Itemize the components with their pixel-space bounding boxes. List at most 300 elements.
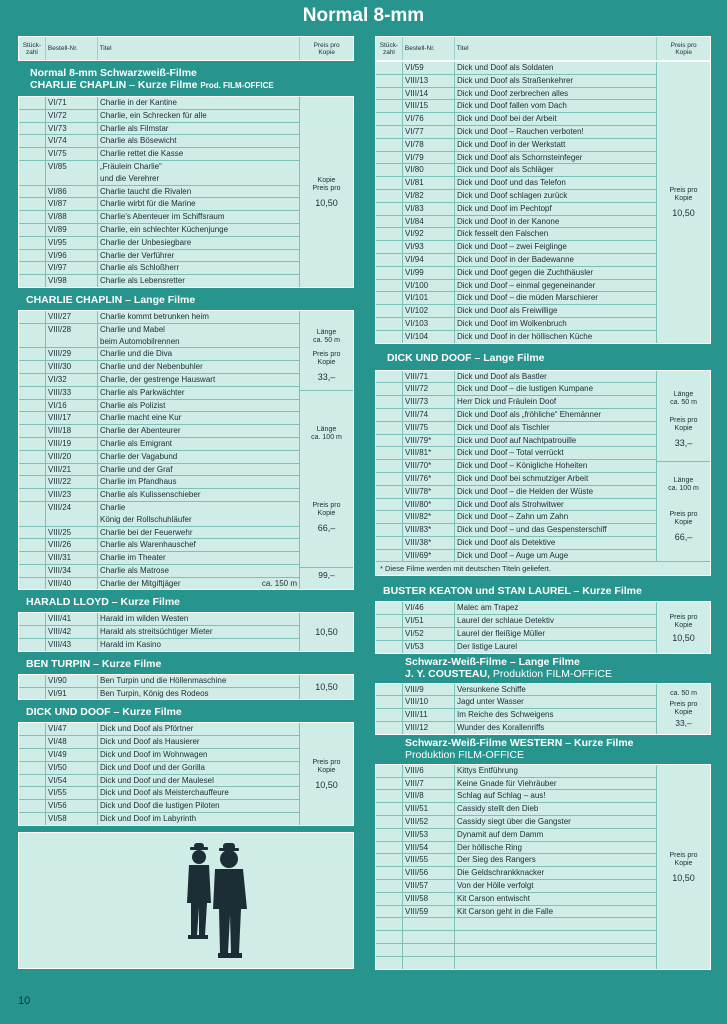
qty-cell[interactable]	[19, 787, 46, 799]
qty-cell[interactable]	[19, 438, 46, 450]
qty-cell[interactable]	[376, 254, 403, 266]
table-row	[19, 639, 300, 651]
order-number: VIII/27	[46, 311, 98, 323]
qty-cell[interactable]	[376, 829, 403, 841]
order-number: VIII/25	[46, 527, 98, 539]
qty-cell[interactable]	[376, 906, 403, 918]
order-number: VI/89	[46, 224, 98, 236]
film-title: Charlie als Filmstar	[98, 123, 300, 135]
qty-cell[interactable]	[19, 489, 46, 501]
header-qty: Stück- zahl	[19, 37, 46, 60]
order-number: VIII/23	[46, 489, 98, 501]
table-row	[19, 675, 300, 688]
qty-cell[interactable]	[376, 684, 403, 696]
order-number: VIII/24	[46, 502, 98, 526]
qty-cell[interactable]	[376, 371, 403, 383]
qty-cell[interactable]	[376, 422, 403, 434]
table-row	[376, 88, 657, 101]
qty-cell[interactable]	[19, 374, 46, 386]
order-number: VI/87	[46, 198, 98, 210]
qty-cell[interactable]	[376, 164, 403, 176]
table-row	[19, 324, 300, 349]
qty-cell[interactable]	[376, 280, 403, 292]
qty-cell[interactable]	[19, 639, 46, 651]
qty-cell[interactable]	[19, 552, 46, 564]
qty-cell[interactable]	[19, 464, 46, 476]
qty-cell[interactable]	[19, 800, 46, 812]
table-row	[376, 486, 657, 499]
price-value: 10,50	[672, 632, 695, 643]
table-row	[19, 135, 300, 148]
film-title: Harald als streitsüchtiger Mieter	[98, 626, 300, 638]
qty-cell[interactable]	[376, 383, 403, 395]
qty-cell[interactable]	[19, 502, 46, 526]
illustration-panel	[18, 832, 354, 969]
table-row	[19, 787, 300, 800]
table-row	[19, 224, 300, 237]
film-title: Charlie der Unbesiegbare	[98, 237, 300, 249]
qty-cell[interactable]	[19, 762, 46, 774]
order-number: VIII/71	[403, 371, 455, 383]
qty-cell[interactable]	[376, 524, 403, 536]
table-row	[376, 829, 657, 842]
section-heading-dick-long: DICK UND DOOF – Lange Filme	[387, 351, 545, 364]
film-title: Dick und Doof – die müden Marschierer	[455, 292, 657, 304]
film-title: Charlie und die Diva	[98, 348, 300, 360]
order-number: VIII/76*	[403, 473, 455, 485]
qty-cell[interactable]	[376, 803, 403, 815]
qty-cell[interactable]	[19, 186, 46, 198]
qty-cell[interactable]	[19, 749, 46, 761]
order-number: VI/90	[46, 675, 98, 687]
qty-cell[interactable]	[376, 893, 403, 905]
heading-line-1: Schwarz-Weiß-Filme – Lange Filme	[405, 655, 580, 668]
qty-cell[interactable]	[19, 451, 46, 463]
table-row	[19, 552, 300, 565]
qty-cell[interactable]	[19, 476, 46, 488]
table-header	[18, 36, 354, 61]
table-row	[376, 126, 657, 139]
film-title: Dick und Doof schlagen zurück	[455, 190, 657, 202]
qty-cell[interactable]	[376, 628, 403, 640]
qty-cell[interactable]	[19, 110, 46, 122]
order-number: VI/50	[46, 762, 98, 774]
qty-cell[interactable]	[376, 602, 403, 614]
table-row	[19, 626, 300, 639]
table-cousteau	[375, 683, 711, 735]
order-number: VI/80	[403, 164, 455, 176]
film-title: Dick und Doof und der Maulesel	[98, 775, 300, 787]
table-row	[19, 688, 300, 700]
order-number: VIII/57	[403, 880, 455, 892]
price-cell	[657, 684, 710, 734]
section-heading-lloyd: HARALD LLOYD – Kurze Filme	[26, 596, 181, 609]
section-heading-keaton: BUSTER KEATON und STAN LAUREL – Kurze Filme	[383, 585, 642, 598]
qty-cell[interactable]	[19, 688, 46, 700]
film-title: Laurel der schlaue Detektiv	[455, 615, 657, 627]
qty-cell[interactable]	[376, 816, 403, 828]
order-number: VIII/10	[403, 696, 455, 708]
qty-cell[interactable]	[19, 97, 46, 109]
qty-cell[interactable]	[376, 696, 403, 708]
order-number: VI/101	[403, 292, 455, 304]
film-title: Dick und Doof im Labyrinth	[98, 813, 300, 825]
heading-line-2: CHARLIE CHAPLIN – Kurze Filme	[30, 79, 198, 91]
qty-cell[interactable]	[376, 190, 403, 202]
order-number: VIII/7	[403, 778, 455, 790]
qty-cell[interactable]	[376, 537, 403, 549]
qty-cell[interactable]	[19, 123, 46, 135]
qty-cell[interactable]	[376, 486, 403, 498]
order-number: VIII/42	[46, 626, 98, 638]
qty-cell[interactable]	[19, 387, 46, 399]
table-row	[19, 123, 300, 136]
qty-cell[interactable]	[376, 152, 403, 164]
production-label: Prod. FILM-OFFICE	[200, 81, 274, 90]
film-title: Ben Turpin und die Höllenmaschine	[98, 675, 300, 687]
price-value: 10,50	[315, 627, 338, 638]
film-title: Charlie kommt betrunken heim	[98, 311, 300, 323]
order-number: VIII/51	[403, 803, 455, 815]
qty-cell[interactable]	[376, 100, 403, 112]
table-row	[19, 262, 300, 275]
film-title: Kit Carson entwischt	[455, 893, 657, 905]
table-row	[376, 292, 657, 305]
order-number: VI/92	[403, 228, 455, 240]
qty-cell[interactable]	[19, 412, 46, 424]
table-row	[376, 790, 657, 803]
qty-cell[interactable]	[376, 615, 403, 627]
qty-cell[interactable]	[376, 447, 403, 459]
order-number: VI/49	[46, 749, 98, 761]
price-cell	[300, 97, 353, 287]
qty-cell[interactable]	[376, 318, 403, 330]
qty-cell[interactable]	[376, 396, 403, 408]
table-row	[376, 190, 657, 203]
order-number: VIII/53	[403, 829, 455, 841]
film-title: Dick und Doof – und das Gespensterschiff	[455, 524, 657, 536]
qty-cell[interactable]	[19, 613, 46, 625]
order-number: VI/81	[403, 177, 455, 189]
price-label: Preis pro Kopie	[312, 759, 341, 775]
film-title: „Fräulein Charlie“ und die Verehrer	[98, 161, 300, 185]
qty-cell[interactable]	[376, 177, 403, 189]
qty-cell[interactable]	[19, 361, 46, 373]
order-number: VI/97	[46, 262, 98, 274]
qty-cell[interactable]	[19, 775, 46, 787]
qty-cell[interactable]	[376, 790, 403, 802]
table-row	[19, 613, 300, 626]
table-row	[376, 75, 657, 88]
qty-cell[interactable]	[376, 722, 403, 734]
film-title: Dick und Doof als „fröhliche“ Ehemänner	[455, 409, 657, 421]
qty-cell[interactable]	[376, 435, 403, 447]
order-number: VI/83	[403, 203, 455, 215]
qty-cell[interactable]	[376, 241, 403, 253]
table-row	[376, 267, 657, 280]
table-row	[19, 723, 300, 736]
price-label: Preis pro Kopie	[669, 416, 698, 432]
film-title: Charlie als Schloßherr	[98, 262, 300, 274]
order-number: VIII/26	[46, 539, 98, 551]
order-number: VI/71	[46, 97, 98, 109]
order-number: VI/74	[46, 135, 98, 147]
price-group-50m	[300, 319, 353, 391]
table-row	[376, 396, 657, 409]
film-title: Charlie taucht die Rivalen	[98, 186, 300, 198]
table-row	[376, 371, 657, 384]
film-title: Dick und Doof – Total verrückt	[455, 447, 657, 459]
table-row	[19, 489, 300, 502]
film-title: Dick und Doof in der höllischen Küche	[455, 331, 657, 343]
qty-cell[interactable]	[376, 709, 403, 721]
order-number: VIII/83*	[403, 524, 455, 536]
order-number: VI/77	[403, 126, 455, 138]
order-number: VI/32	[46, 374, 98, 386]
qty-cell[interactable]	[19, 275, 46, 287]
table-row	[376, 113, 657, 126]
film-title: Kit Carson geht in die Falle	[455, 906, 657, 918]
qty-cell[interactable]	[19, 135, 46, 147]
order-number: VI/73	[46, 123, 98, 135]
qty-cell[interactable]	[376, 460, 403, 472]
table-row	[376, 409, 657, 422]
qty-cell[interactable]	[376, 203, 403, 215]
order-number: VI/88	[46, 211, 98, 223]
film-title: Die Geldschrankknacker	[455, 867, 657, 879]
qty-cell[interactable]	[376, 228, 403, 240]
film-title: Jagd unter Wasser	[455, 696, 657, 708]
price-cell	[657, 602, 710, 652]
table-row	[19, 237, 300, 250]
qty-cell[interactable]	[19, 675, 46, 687]
heading-line-2: J. Y. COUSTEAU,	[405, 667, 490, 680]
qty-cell[interactable]	[376, 867, 403, 879]
table-chaplin-short	[18, 96, 354, 288]
film-title: Dick und Doof als Meisterchauffeure	[98, 787, 300, 799]
film-title: Charlie in der Kantine	[98, 97, 300, 109]
table-row	[376, 152, 657, 165]
length-label: Länge ca. 100 m	[311, 426, 342, 442]
qty-cell[interactable]	[19, 211, 46, 223]
qty-cell[interactable]	[376, 778, 403, 790]
section-heading-cousteau	[375, 654, 711, 683]
table-row	[376, 460, 657, 473]
qty-cell[interactable]	[19, 250, 46, 262]
header-order: Bestell-Nr.	[403, 37, 455, 60]
qty-cell[interactable]	[376, 409, 403, 421]
film-title: Charlie und Mabel beim Automobilrennen	[98, 324, 300, 348]
film-title: Charlie im Theater	[98, 552, 300, 564]
section-heading-chaplin-long: CHARLIE CHAPLIN – Lange Filme	[26, 293, 196, 306]
table-row	[376, 100, 657, 113]
price-label: Preis pro Kopie	[669, 613, 698, 629]
film-title: Dick und Doof im Pechtopf	[455, 203, 657, 215]
qty-cell[interactable]	[19, 626, 46, 638]
table-row	[376, 254, 657, 267]
table-row	[19, 451, 300, 464]
film-title: Keine Gnade für Viehräuber	[455, 778, 657, 790]
order-number: VI/91	[46, 688, 98, 700]
order-number: VI/85	[46, 161, 98, 185]
qty-cell[interactable]	[19, 262, 46, 274]
qty-cell[interactable]	[376, 62, 403, 74]
order-number: VIII/54	[403, 842, 455, 854]
film-title: Dick und Doof in der Badewanne	[455, 254, 657, 266]
order-number: VIII/78*	[403, 486, 455, 498]
table-turpin	[18, 674, 354, 701]
film-title: Cassidy siegt über die Gangster	[455, 816, 657, 828]
table-row	[19, 412, 300, 425]
qty-cell[interactable]	[19, 148, 46, 160]
qty-cell[interactable]	[19, 324, 46, 348]
order-number: VIII/79*	[403, 435, 455, 447]
film-title: Dick und Doof und das Telefon	[455, 177, 657, 189]
header-qty: Stück- zahl	[376, 37, 403, 60]
qty-cell[interactable]	[376, 641, 403, 653]
order-number: VI/59	[403, 62, 455, 74]
qty-cell[interactable]	[19, 723, 46, 735]
qty-cell[interactable]	[376, 126, 403, 138]
table-row	[19, 198, 300, 211]
film-title: Dick und Doof auf Nachtpatrouille	[455, 435, 657, 447]
heading-line-2: Produktion FILM-OFFICE	[405, 748, 525, 761]
qty-cell[interactable]	[19, 198, 46, 210]
qty-cell[interactable]	[376, 499, 403, 511]
qty-cell[interactable]	[376, 88, 403, 100]
qty-cell[interactable]	[19, 813, 46, 825]
left-column	[18, 36, 354, 969]
film-title: Dick und Doof – die Helden der Wüste	[455, 486, 657, 498]
qty-cell[interactable]	[376, 880, 403, 892]
film-title: Cassidy stellt den Dieb	[455, 803, 657, 815]
table-row	[376, 511, 657, 524]
film-title-text: Charlie der Mitgiftjäger	[100, 578, 181, 588]
table-row	[376, 305, 657, 318]
price-cell	[657, 765, 710, 969]
film-title: Dick und Doof als Detektive	[455, 537, 657, 549]
qty-cell[interactable]	[376, 292, 403, 304]
qty-cell[interactable]	[19, 578, 46, 590]
heading-line-1: Normal 8-mm Schwarzweiß-Filme	[30, 67, 197, 79]
film-title: Kittys Entführung	[455, 765, 657, 777]
table-lloyd	[18, 612, 354, 651]
order-number: VI/98	[46, 275, 98, 287]
film-title: Charlie im Pfandhaus	[98, 476, 300, 488]
qty-cell[interactable]	[376, 550, 403, 562]
film-title: Im Reiche des Schweigens	[455, 709, 657, 721]
qty-cell[interactable]	[19, 425, 46, 437]
film-title: Dick und Doof als Tischler	[455, 422, 657, 434]
order-number: VIII/31	[46, 552, 98, 564]
qty-cell[interactable]	[19, 400, 46, 412]
qty-cell[interactable]	[376, 511, 403, 523]
price-group-50m	[657, 377, 710, 462]
table-dick-short-continued	[375, 61, 711, 344]
qty-cell[interactable]	[19, 161, 46, 185]
qty-cell[interactable]	[376, 216, 403, 228]
film-title: Charlie als Warenhauschef	[98, 539, 300, 551]
qty-cell[interactable]	[19, 237, 46, 249]
price-value: 33,–	[675, 718, 692, 729]
section-heading-western	[375, 735, 711, 764]
price-value: 66,–	[317, 523, 336, 534]
qty-cell[interactable]	[19, 539, 46, 551]
order-number: VIII/52	[403, 816, 455, 828]
table-row	[376, 696, 657, 709]
order-number: VIII/9	[403, 684, 455, 696]
table-row	[19, 775, 300, 788]
film-title: Dick und Doof die lustigen Piloten	[98, 800, 300, 812]
film-title: Von der Hölle verfolgt	[455, 880, 657, 892]
qty-cell[interactable]	[376, 842, 403, 854]
film-title: Malec am Trapez	[455, 602, 657, 614]
order-number: VIII/55	[403, 854, 455, 866]
qty-cell[interactable]	[376, 267, 403, 279]
qty-cell[interactable]	[376, 113, 403, 125]
qty-cell[interactable]	[376, 765, 403, 777]
film-title: Wunder des Korallenriffs	[455, 722, 657, 734]
order-number: VI/55	[46, 787, 98, 799]
qty-cell[interactable]	[376, 305, 403, 317]
qty-cell[interactable]	[376, 854, 403, 866]
film-title: Harald im wilden Westen	[98, 613, 300, 625]
film-title: Charlie der Vagabund	[98, 451, 300, 463]
table-row	[19, 97, 300, 110]
table-row	[376, 628, 657, 641]
film-title: Dick und Doof – Zahn um Zahn	[455, 511, 657, 523]
table-row	[19, 438, 300, 451]
film-title: Dick und Doof gegen die Zuchthäusler	[455, 267, 657, 279]
table-row	[376, 778, 657, 791]
film-title: Dick und Doof als Straßenkehrer	[455, 75, 657, 87]
order-number: VI/103	[403, 318, 455, 330]
right-column	[375, 36, 711, 970]
order-number: VIII/33	[46, 387, 98, 399]
qty-cell[interactable]	[19, 736, 46, 748]
qty-cell[interactable]	[19, 311, 46, 323]
film-title: Charlie als Bösewicht	[98, 135, 300, 147]
order-number: VI/82	[403, 190, 455, 202]
film-title: Dick und Doof als Pförtner	[98, 723, 300, 735]
qty-cell[interactable]	[376, 473, 403, 485]
length-label: Länge ca. 100 m	[668, 476, 699, 492]
film-title: Der Sieg des Rangers	[455, 854, 657, 866]
table-dick-long	[375, 370, 711, 577]
order-number: VIII/28	[46, 324, 98, 348]
qty-cell[interactable]	[376, 331, 403, 343]
film-title: Charlie's Abenteuer im Schiffsraum	[98, 211, 300, 223]
table-row	[376, 447, 657, 460]
table-row	[19, 250, 300, 263]
table-row	[19, 161, 300, 186]
table-keaton	[375, 601, 711, 653]
production-label: Produktion FILM-OFFICE	[492, 667, 612, 680]
order-number: VIII/81*	[403, 447, 455, 459]
qty-cell[interactable]	[19, 565, 46, 577]
order-number: VI/100	[403, 280, 455, 292]
film-title: Charlie, ein schlechter Küchenjunge	[98, 224, 300, 236]
qty-cell[interactable]	[376, 139, 403, 151]
qty-cell[interactable]	[19, 224, 46, 236]
film-title: Charlie wirbt für die Marine	[98, 198, 300, 210]
qty-cell[interactable]	[19, 348, 46, 360]
film-title: Dick und Doof – Königliche Hoheiten	[455, 460, 657, 472]
qty-cell[interactable]	[376, 75, 403, 87]
table-row	[19, 800, 300, 813]
table-row	[376, 893, 657, 906]
qty-cell[interactable]	[19, 527, 46, 539]
